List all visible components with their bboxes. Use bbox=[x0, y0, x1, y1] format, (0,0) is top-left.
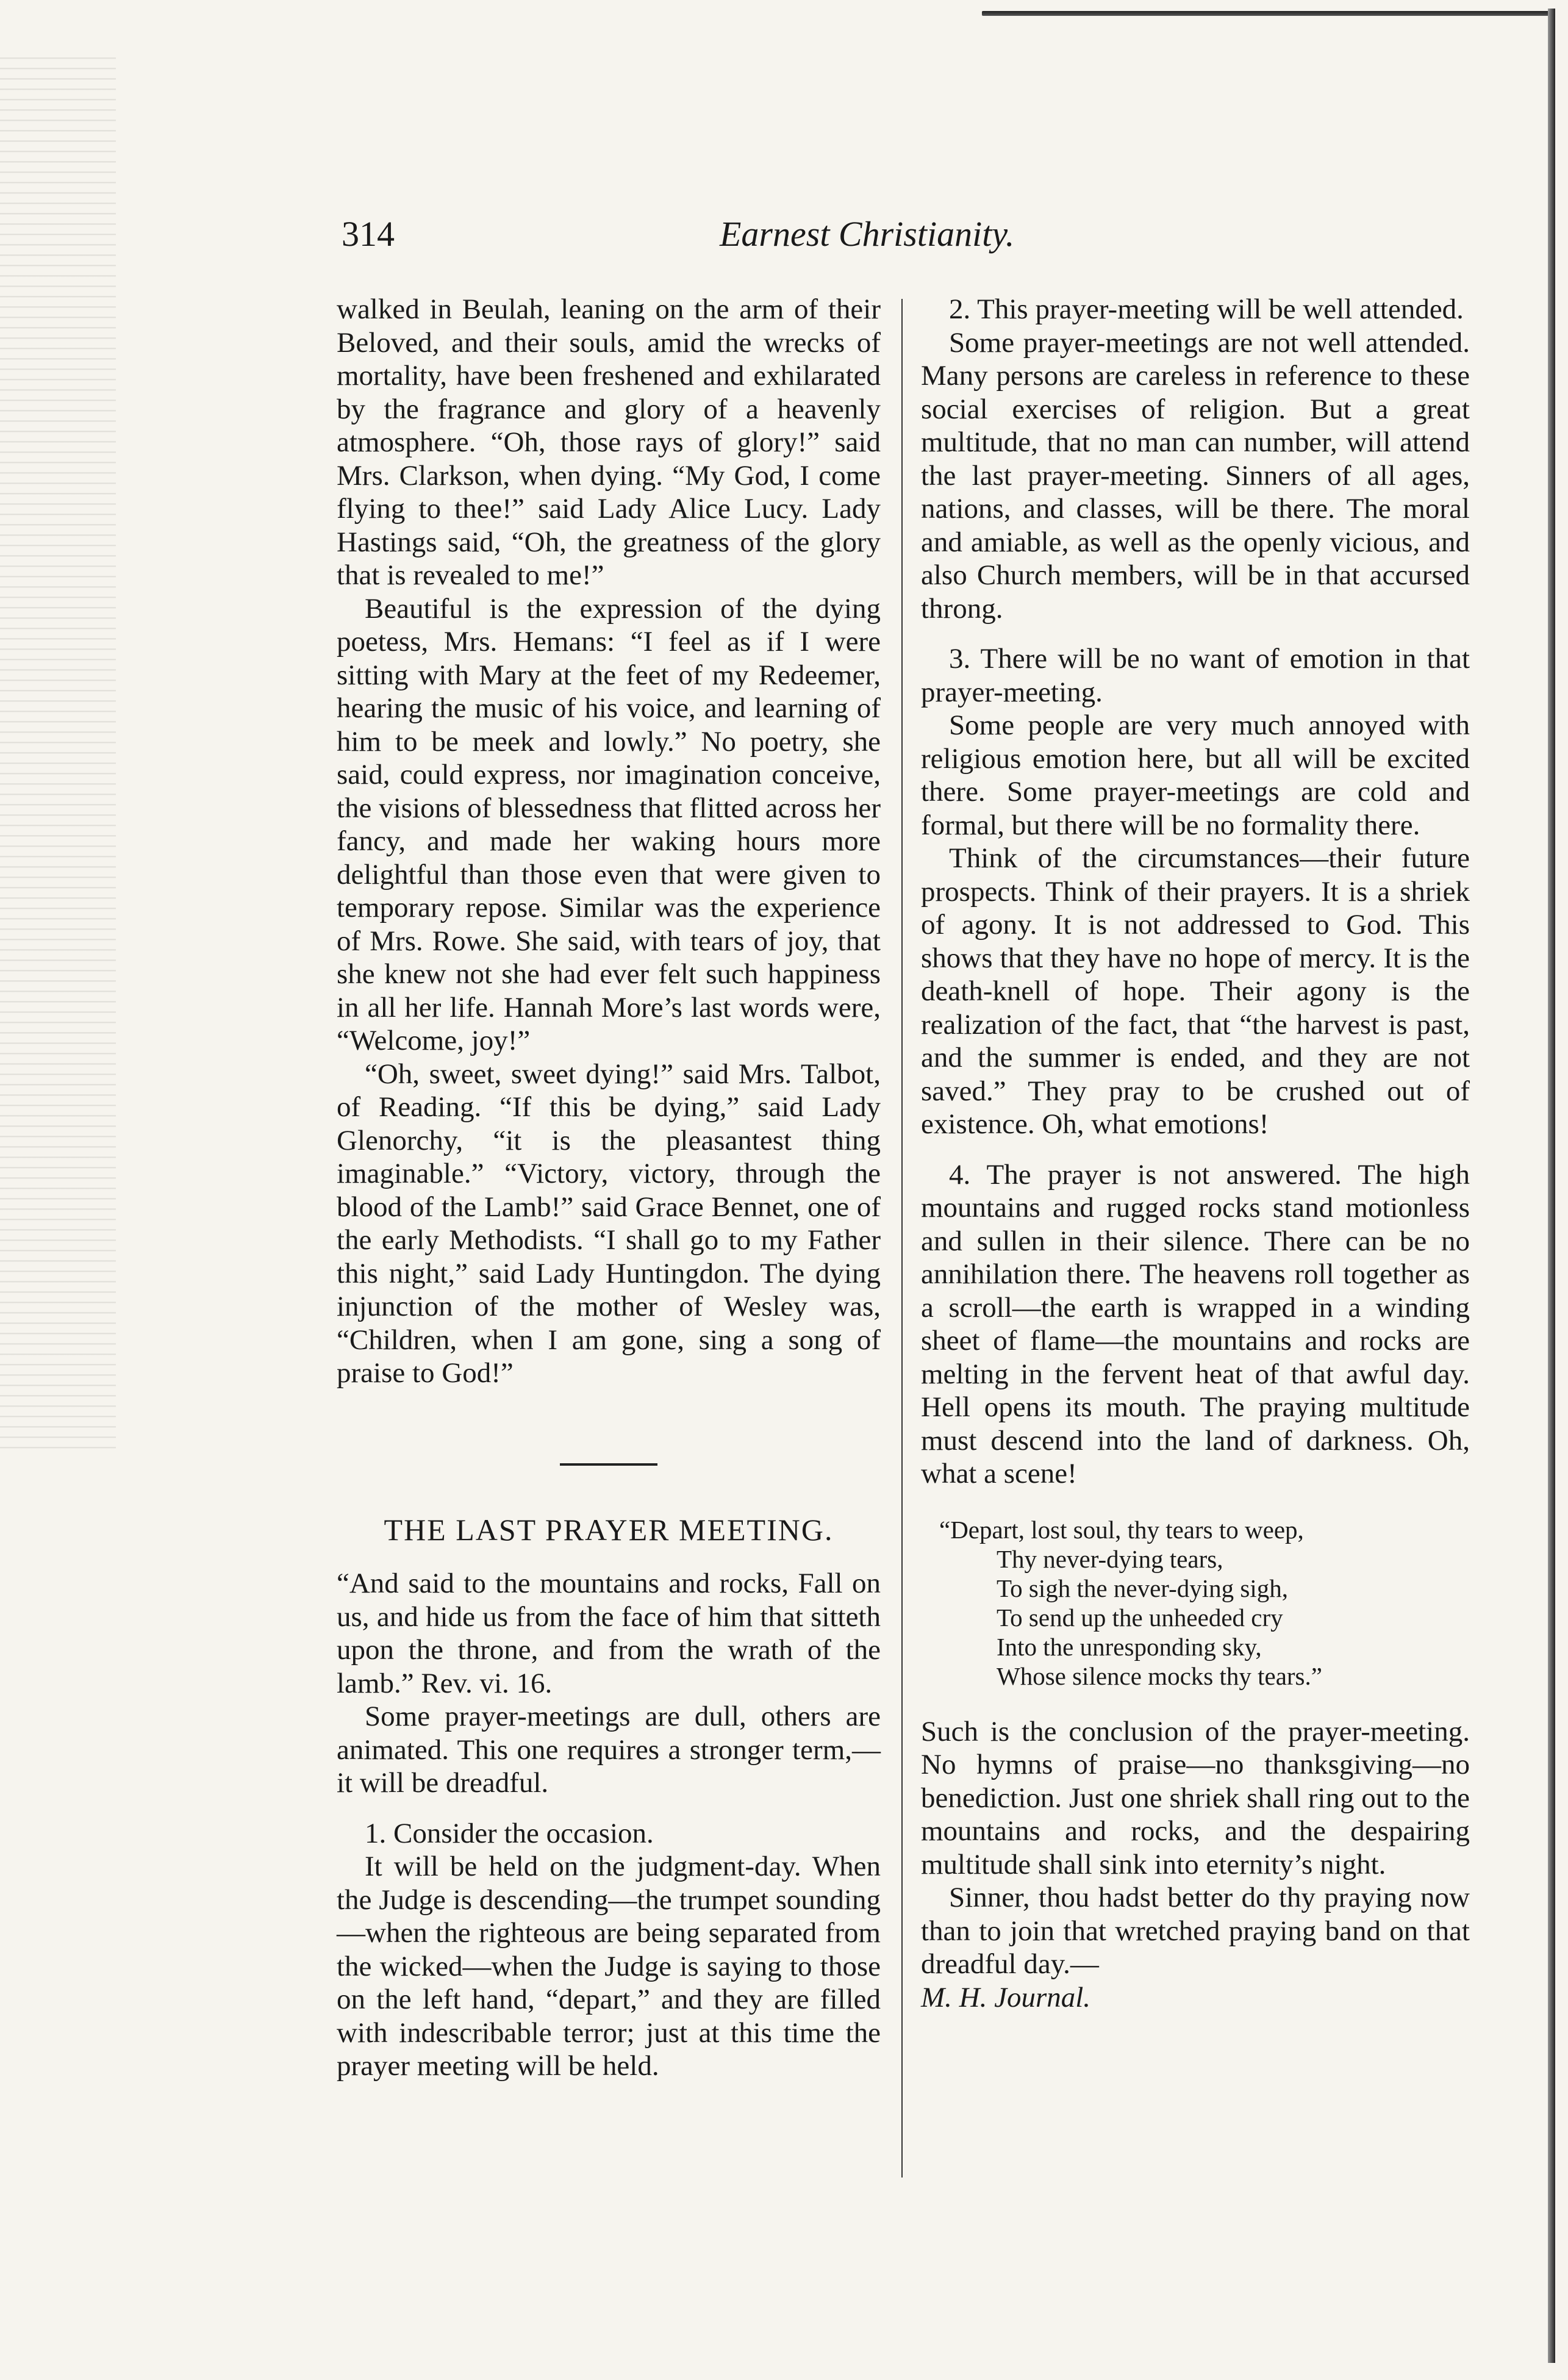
paragraph: Such is the conclusion of the prayer-meeting. No hymns of praise—no thanksgiving—no benediction. Just one shriek shall ring out to the mountains and rocks, and the despairing multitude shall sink into eternity’s night. bbox=[921, 1715, 1470, 1880]
verse-line: Whose silence mocks thy tears.” bbox=[997, 1661, 1322, 1690]
page-number: 314 bbox=[342, 214, 395, 254]
running-head: Earnest Christianity. bbox=[720, 214, 1015, 254]
paragraph: Sinner, thou hadst better do thy praying now than to join that wretched praying band on that dreadful day.— bbox=[921, 1882, 1470, 1980]
verse-line: “Depart, lost soul, thy tears to weep, bbox=[939, 1515, 1304, 1544]
verse-line: To send up the unheeded cry bbox=[997, 1603, 1283, 1632]
paragraph: Beautiful is the expression of the dying poetess, Mrs. Hemans: “I feel as if I were sitting with Mary at the feet of my Redeemer, hearing the music of his voice, and learning of him to be meek and lowly.” No poetry, she said, could express, nor imagination conceive, the visions of blessedness that flitted across her fancy, and made her waking hours more delightful than those even that were given to temporary repose. Similar was the experience of Mrs. Rowe. She said, with tears of joy, that she knew not she had ever felt such happiness in all her life. Hannah More’s last words were, “Welcome, joy!” bbox=[337, 592, 881, 1056]
verse-line: To sigh the never-dying sigh, bbox=[997, 1574, 1288, 1602]
point-heading: 3. There will be no want of emotion in that prayer-meeting. bbox=[921, 643, 1470, 708]
point-heading: 1. Consider the occasion. bbox=[365, 1817, 654, 1849]
paragraph: walked in Beulah, leaning on the arm of their Beloved, and their souls, amid the wrecks of mortality, have been freshened and exhilarated by the fragrance and glory of a heavenly atmosphere. “Oh, those rays of glory!” said Mrs. Clarkson, when dying. “My God, I come flying to thee!” said Lady Alice Lucy. Lady Hastings said, “Oh, the greatness of the glory that is revealed to me!” bbox=[337, 293, 881, 591]
signature: M. H. Journal. bbox=[921, 1981, 1091, 2013]
verse-line: Thy never-dying tears, bbox=[997, 1544, 1223, 1573]
page-edge-right bbox=[1548, 9, 1555, 2363]
paragraph: Some prayer-meetings are dull, others are animated. This one requires a stronger term,—it will be dreadful. bbox=[337, 1701, 881, 1799]
section-divider bbox=[560, 1463, 657, 1466]
paragraph: Some prayer-meetings are not well attended. Many persons are careless in reference to these social exercises of religion. But a great multitude, that no man can number, will attend the last prayer-meeting. Sinners of all ages, nations, and classes, will be there. The moral and amiable, as well as the openly vicious, and also Church members, will be in that accursed throng. bbox=[921, 326, 1470, 625]
section-title: THE LAST PRAYER MEETING. bbox=[384, 1512, 834, 1547]
left-column bbox=[337, 293, 881, 2083]
point-heading: 4. The prayer is not answered. The high mountains and rugged rocks stand motionless and sullen in their silence. There can be no annihilation there. The heavens roll together as a scroll—the earth is wrapped in a winding sheet of flame—the mountains and rocks are melting in the fervent heat of that awful day. Hell opens its mouth. The praying multitude must descend into the land of darkness. Oh, what a scene! bbox=[921, 1158, 1470, 1489]
paragraph: “Oh, sweet, sweet dying!” said Mrs. Talbot, of Reading. “If this be dying,” said Lady Glenorchy, “it is the pleasantest thing imaginable.” “Victory, victory, through the blood of the Lamb!” said Grace Bennet, one of the early Methodists. “I shall go to my Father this night,” said Lady Huntingdon. The dying injunction of the mother of Wesley was, “Children, when I am gone, sing a song of praise to God!” bbox=[337, 1058, 881, 1389]
paragraph: Think of the circumstances—their future prospects. Think of their prayers. It is a shriek of agony. It is not addressed to God. This shows that they have no hope of mercy. It is the death-knell of hope. Their agony is the realization of the fact, that “the harvest is past, and the summer is ended, and they are not saved.” They pray to be crushed out of existence. Oh, what emotions! bbox=[921, 842, 1470, 1140]
page-edge-top bbox=[982, 11, 1555, 16]
epigraph: “And said to the mountains and rocks, Fall on us, and hide us from the face of him that sitteth upon the throne, and from the wrath of the lamb.” Rev. vi. 16. bbox=[337, 1568, 881, 1699]
page-header bbox=[342, 213, 1073, 268]
paragraph: It will be held on the judgment-day. When the Judge is descending—the trumpet sounding—when the righteous are being separated from the wicked—when the Judge is saying to those on the left hand, “depart,” and they are filled with indescribable terror; just at this time the prayer meeting will be held. bbox=[337, 1851, 881, 2082]
binding-shadow bbox=[0, 49, 116, 1452]
verse-line: Into the unresponding sky, bbox=[997, 1632, 1262, 1661]
verse-block bbox=[921, 1515, 1470, 1691]
column-rule bbox=[901, 299, 903, 2177]
point-heading: 2. This prayer-meeting will be well attended. bbox=[949, 293, 1464, 325]
paragraph: Some people are very much annoyed with religious emotion here, but all will be excited there. Some prayer-meetings are cold and formal, but there will be no formality there. bbox=[921, 709, 1470, 841]
right-column bbox=[921, 293, 1470, 2014]
